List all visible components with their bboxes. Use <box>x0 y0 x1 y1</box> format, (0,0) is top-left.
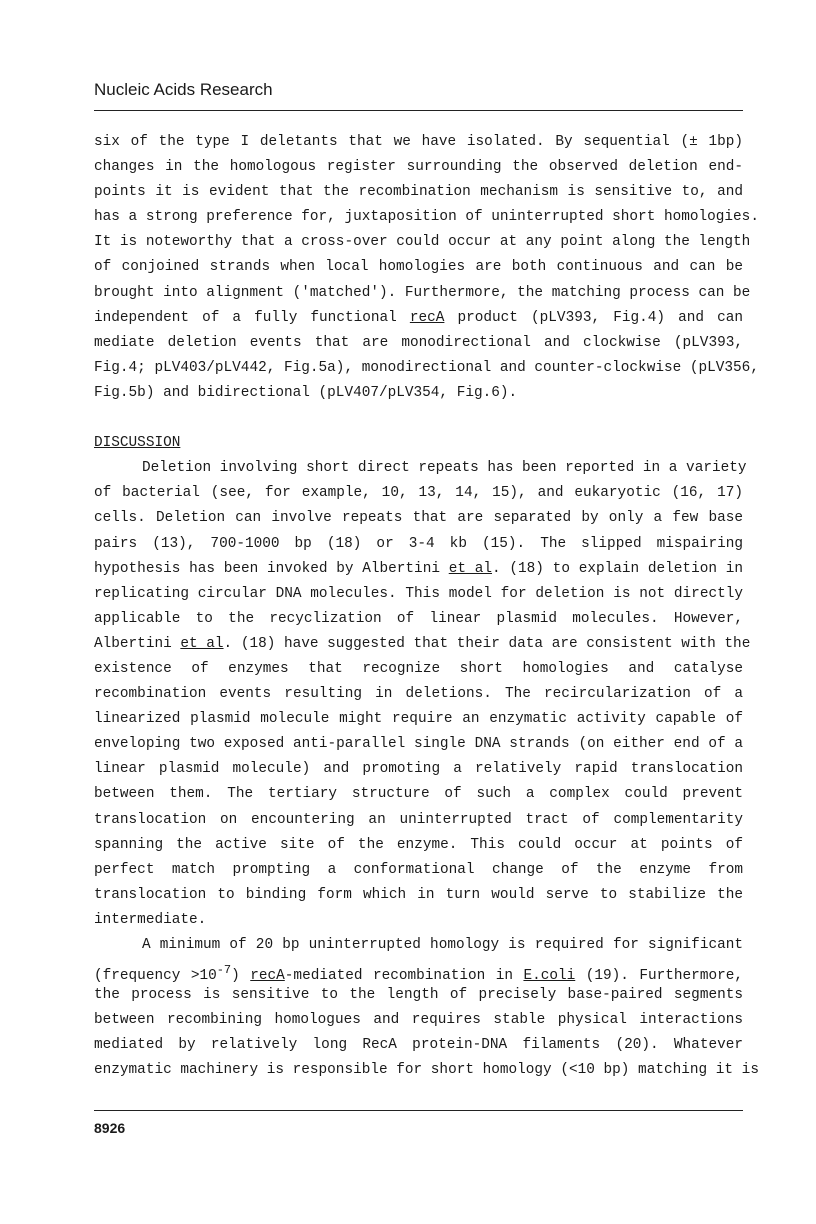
header-rule <box>94 110 743 111</box>
species-name: E.coli <box>523 967 576 984</box>
text-line: linearized plasmid molecule might require an enzymatic activity capable of <box>94 711 743 728</box>
text-span: . (18) to explain deletion in <box>492 560 743 577</box>
text-span: hypothesis has been invoked by Albertini <box>94 560 449 577</box>
paragraph-1 <box>94 130 759 406</box>
text-span: (19). Furthermore, <box>575 967 743 984</box>
journal-title: Nucleic Acids Research <box>94 80 273 99</box>
article-body <box>94 130 759 1084</box>
exponent: -7 <box>216 963 232 978</box>
text-line: the process is sensitive to the length of precisely base-paired segments <box>94 987 743 1004</box>
text-span: independent of a fully functional <box>94 309 410 326</box>
section-heading: DISCUSSION <box>94 435 181 452</box>
text-line: cells. Deletion can involve repeats that are separated by only a few base <box>94 510 743 527</box>
text-line <box>94 632 751 657</box>
text-line: translocation on encountering an uninterrupted tract of complementarity <box>94 811 743 828</box>
text-line: enzymatic machinery is responsible for short homology (<10 bp) matching it is <box>94 1062 759 1079</box>
text-span: . (18) have suggested that their data are consistent with the <box>223 635 751 652</box>
text-line: existence of enzymes that recognize short homologies and catalyse <box>94 660 743 677</box>
text-line: perfect match prompting a conformational change of the enzyme from <box>94 861 743 878</box>
text-line: enveloping two exposed anti-parallel single DNA strands (on either end of a <box>94 736 743 753</box>
text-line: applicable to the recyclization of linear plasmid molecules. However, <box>94 610 743 627</box>
text-line: points it is evident that the recombination mechanism is sensitive to, and <box>94 184 743 201</box>
text-line: of bacterial (see, for example, 10, 13, 14, 15), and eukaryotic (16, 17) <box>94 485 743 502</box>
page-number: 8926 <box>94 1120 126 1136</box>
text-line: mediate deletion events that are monodirectional and clockwise (pLV393, <box>94 334 743 351</box>
text-line: translocation to binding form which in turn would serve to stabilize the <box>94 886 743 903</box>
et-al: et al <box>448 560 493 577</box>
gene-name-reca: recA <box>409 309 445 326</box>
text-line: replicating circular DNA molecules. This model for deletion is not directly <box>94 585 743 602</box>
text-line: recombination events resulting in deletions. The recircularization of a <box>94 686 743 703</box>
text-line: It is noteworthy that a cross-over could occur at any point along the length <box>94 234 751 251</box>
text-line <box>94 306 743 331</box>
text-line: Fig.5b) and bidirectional (pLV407/pLV354, Fig.6). <box>94 384 518 401</box>
text-line: spanning the active site of the enzyme. This could occur at points of <box>94 836 743 853</box>
text-line: between them. The tertiary structure of such a complex could prevent <box>94 786 743 803</box>
text-line: intermediate. <box>94 911 207 928</box>
text-line: has a strong preference for, juxtaposition of uninterrupted short homologies. <box>94 209 759 226</box>
text-line: between recombining homologues and requires stable physical interactions <box>94 1012 743 1029</box>
text-line: linear plasmid molecule) and promoting a relatively rapid translocation <box>94 761 743 778</box>
text-line: A minimum of 20 bp uninterrupted homology is required for significant <box>142 937 743 953</box>
text-line <box>94 958 743 983</box>
paragraph-3 <box>94 933 759 1084</box>
et-al: et al <box>180 635 224 652</box>
paragraph-2 <box>94 456 751 933</box>
text-line: of conjoined strands when local homologies are both continuous and can be <box>94 259 743 276</box>
text-span: ) <box>231 967 251 984</box>
text-line: Deletion involving short direct repeats has been reported in a variety <box>142 460 747 477</box>
text-line: brought into alignment ('matched'). Furthermore, the matching process can be <box>94 284 751 301</box>
text-line: mediated by relatively long RecA protein-DNA filaments (20). Whatever <box>94 1037 743 1054</box>
gene-name-reca: recA <box>250 967 285 984</box>
text-line: changes in the homologous register surrounding the observed deletion end- <box>94 159 743 176</box>
text-line <box>94 557 743 582</box>
text-line: pairs (13), 700-1000 bp (18) or 3-4 kb (15). The slipped mispairing <box>94 535 743 552</box>
text-line: six of the type I deletants that we have isolated. By sequential (± 1bp) <box>94 134 743 150</box>
footer-rule <box>94 1110 743 1111</box>
text-span: Albertini <box>94 635 181 652</box>
text-span: -mediated recombination in <box>284 967 524 984</box>
text-span: (frequency >10 <box>94 967 217 984</box>
text-span: product (pLV393, Fig.4) and can <box>444 309 743 326</box>
text-line: Fig.4; pLV403/pLV442, Fig.5a), monodirectional and counter-clockwise (pLV356, <box>94 359 759 376</box>
